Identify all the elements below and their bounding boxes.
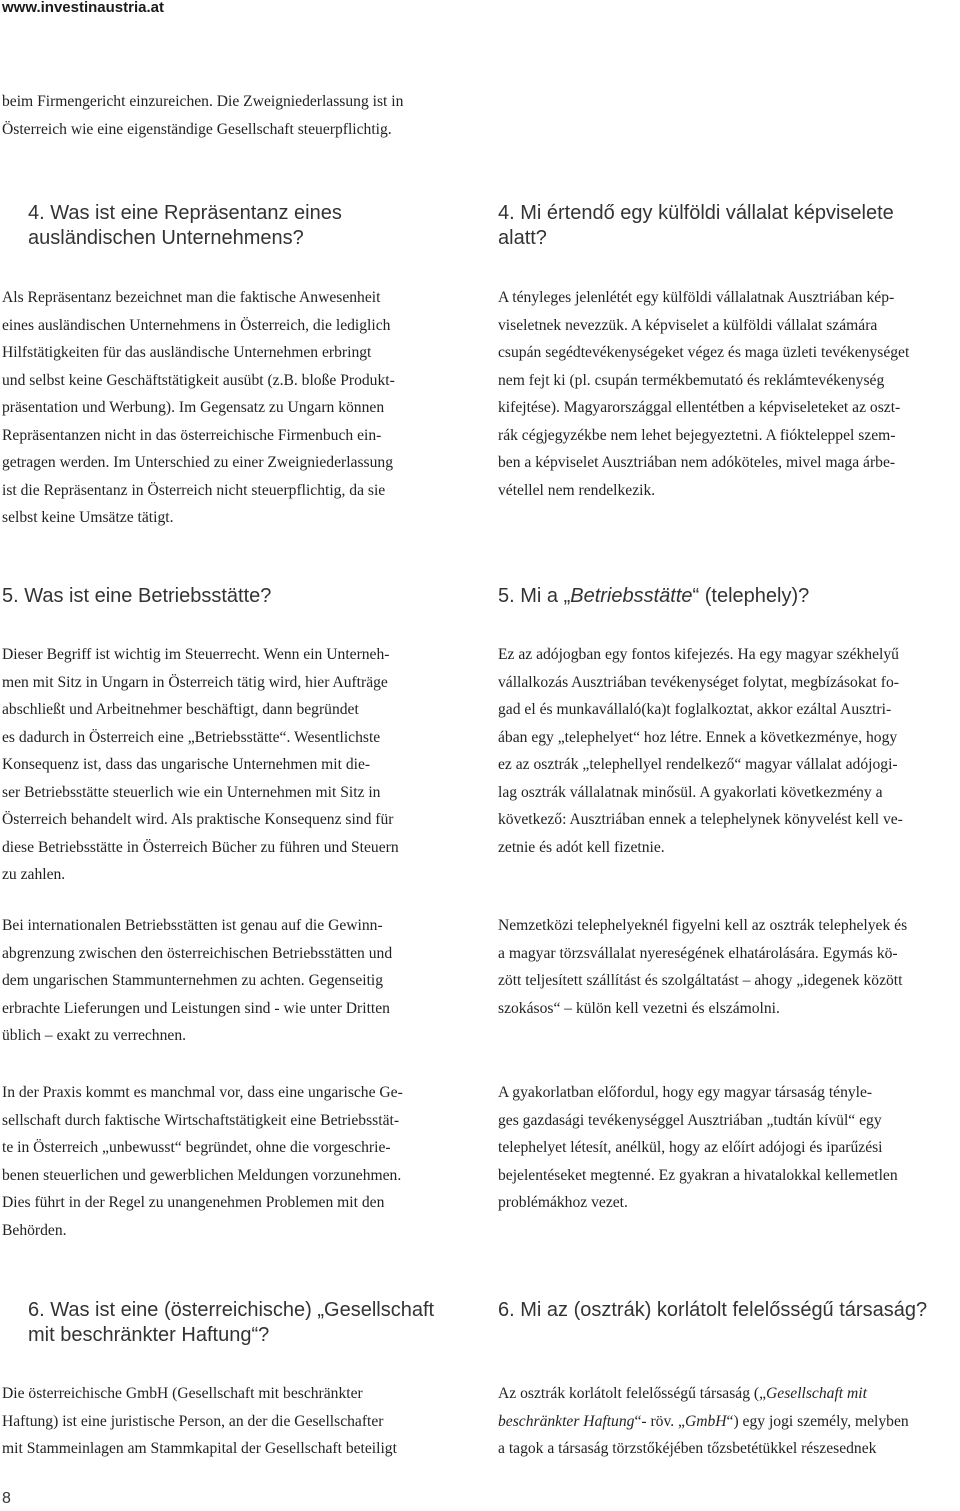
text-line: Behörden. [2,1221,67,1239]
text-run: Az osztrák korlátolt felelősségű társaság („ [498,1385,767,1402]
right-heading-5-suffix: “ (telephely)? [692,585,810,607]
right-paragraph-5a [498,641,903,861]
text-line: ser Betriebsstätte steuerlich wie ein Unternehmen mit Sitz in [2,783,381,801]
text-line: sellschaft durch faktische Wirtschaftstätigkeit eine Betriebsstät- [2,1111,400,1129]
text-line: selbst keine Umsätze tätigt. [2,509,174,526]
text-line: 6. Mi az (osztrák) korlátolt felelősségű társaság? [498,1299,928,1321]
text-line: dem ungarischen Stammunternehmen zu achten. Gegenseitig [2,972,384,989]
left-paragraph-4 [2,284,395,532]
text-line: rák cégjegyzékbe nem lehet bejegyeztetni. A fiókteleppel szem- [498,426,896,444]
text-line: präsentation und Werbung). Im Gegensatz zu Ungarn können [2,399,385,416]
text-line: lag osztrák vállalatnak minősül. A gyakorlati következmény a [498,783,883,801]
left-paragraph-5a [2,641,399,889]
right-paragraph-5b [498,912,907,1022]
text-line: bejelentéseket megtenné. Ez gyakran a hivatalokkal kellemetlen [498,1166,898,1184]
right-heading-5-term: Betriebsstätte [570,585,693,607]
text-line: Die österreichische GmbH (Gesellschaft mit beschränkter [2,1385,363,1402]
text-line: vétellel nem rendelkezik. [498,481,656,499]
text-line: ausländischen Unternehmens? [28,227,304,249]
text-line: ist die Repräsentanz in Österreich nicht steuerpflichtig, da sie [2,481,386,499]
text-line: 4. Mi értendő egy külföldi vállalat képviselete [498,202,894,224]
left-paragraph-5c [2,1079,403,1244]
text-line: a magyar törzsvállalat nyereségének elhatárolására. Egymás kö- [498,944,898,962]
right-heading-5 [498,584,809,609]
text-line: abschließt und Arbeitnehmer beschäftigt, dann begründet [2,701,359,718]
italic-term: GmbH [684,1412,727,1430]
text-line: viseletnek nevezzük. A képviselet a külföldi vállalat számára [498,316,878,334]
right-paragraph-6-line-3: a tagok a társaság törzstőkéjében tőzsbetétükkel részesednek [498,1440,877,1457]
text-line: Österreich wie eine eigenständige Gesellschaft steuerpflichtig. [2,120,392,138]
text-line: zött teljesített szállítást és szolgáltatást – ahogy „idegenek között [498,972,903,989]
text-line: zetnie és adót kell fizetnie. [498,838,665,856]
text-line: abgrenzung zwischen den österreichischen Betriebsstätten und [2,944,393,962]
text-line: Bei internationalen Betriebsstätten ist genau auf die Gewinn- [2,917,383,934]
text-line: eines ausländischen Unternehmens in Österreich, die lediglich [2,316,391,334]
text-line: A tényleges jelenlétét egy külföldi vállalatnak Ausztriában kép- [498,289,895,306]
italic-term: beschränkter Haftung [498,1412,635,1430]
text-line: ában egy „telephelyet“ hoz létre. Ennek a következménye, hogy [498,728,898,746]
text-line: ez az osztrák „telephellyel rendelkező“ magyar vállalat adójogi- [498,756,898,773]
text-line: te in Österreich „unbewusst“ begründet, ohne die vorgeschrie- [2,1139,391,1156]
text-line: Nemzetközi telephelyeknél figyelni kell az osztrák telephelyek és [498,917,908,934]
text-line: Haftung) ist eine juristische Person, an der die Gesellschafter [2,1412,384,1430]
text-line: erbrachte Lieferungen und Leistungen sind - wie unter Dritten [2,999,390,1017]
text-line: ges gazdasági tevékenységgel Ausztriában „tudtán kívül“ egy [498,1111,882,1129]
text-line: alatt? [498,227,547,249]
text-line: es dadurch in Österreich eine „Betriebsstätte“. Wesentlichste [2,728,381,746]
text-line: Österreich behandelt wird. Als praktische Konsequenz sind für [2,811,394,828]
text-line: szokásos“ – külön kell vezetni és elszámolni. [498,999,780,1017]
text-line: diese Betriebsstätte in Österreich Bücher zu führen und Steuern [2,838,399,856]
right-paragraph-5c [498,1079,898,1217]
text-line: 5. Was ist eine Betriebsstätte? [2,585,272,607]
text-line: In der Praxis kommt es manchmal vor, dass eine ungarische Ge- [2,1084,403,1101]
text-line: kifejtése). Magyarországgal ellentétben a képviseleteket az oszt- [498,399,901,416]
right-paragraph-6-line-1 [498,1380,909,1408]
left-heading-6 [28,1298,434,1348]
left-paragraph-6 [2,1380,397,1463]
left-heading-4 [28,201,342,251]
text-line: problémákhoz vezet. [498,1194,628,1211]
text-line: telephelyet létesít, anélkül, hogy az előírt adójogi és iparűzési [498,1139,883,1156]
text-line: vállalkozás Ausztriában tevékenységet folytat, megbízásokat fo- [498,673,899,691]
right-heading-4 [498,201,894,251]
text-run: “) egy jogi személy, melyben [726,1412,909,1430]
text-line: und selbst keine Geschäftstätigkeit ausübt (z.B. bloße Produkt- [2,371,395,389]
page-number: 8 [2,1490,11,1507]
text-line: Repräsentanzen nicht in das österreichische Firmenbuch ein- [2,426,382,444]
text-line: csupán segédtevékenységeket végez és maga üzleti tevékenységet [498,344,910,361]
text-line: üblich – exakt zu verrechnen. [2,1027,187,1044]
text-line: ben a képviselet Ausztriában nem adóköteles, mivel maga árbe- [498,454,896,471]
text-line: benen steuerlichen und gewerblichen Meldungen vorzunehmen. [2,1166,402,1184]
right-paragraph-6 [498,1380,909,1463]
site-url[interactable]: www.investinaustria.at [2,0,164,16]
italic-term: Gesellschaft mit [766,1385,867,1402]
text-line: getragen werden. Im Unterschied zu einer Zweigniederlassung [2,454,393,471]
left-intro-paragraph [2,88,403,143]
text-line: zu zahlen. [2,866,66,883]
text-line: mit beschränkter Haftung“? [28,1324,270,1346]
text-line: men mit Sitz in Ungarn in Österreich tätig wird, hier Aufträge [2,673,388,691]
text-line: 6. Was ist eine (österreichische) „Gesellschaft [28,1299,435,1321]
text-line: A gyakorlatban előfordul, hogy egy magyar társaság tényle- [498,1084,873,1101]
text-line: Hilfstätigkeiten für das ausländische Unternehmen erbringt [2,344,372,361]
text-line: 4. Was ist eine Repräsentanz eines [28,202,342,224]
left-paragraph-5b [2,912,392,1050]
text-line: Als Repräsentanz bezeichnet man die faktische Anwesenheit [2,289,381,306]
text-line: nem fejt ki (pl. csupán termékbemutató és reklámtevékenység [498,371,885,389]
text-line: Dieser Begriff ist wichtig im Steuerrecht. Wenn ein Unterneh- [2,646,390,663]
text-line: beim Firmengericht einzureichen. Die Zweigniederlassung ist in [2,93,404,110]
right-paragraph-4 [498,284,909,504]
text-line: Ez az adójogban egy fontos kifejezés. Ha egy magyar székhelyű [498,646,899,663]
left-heading-5 [2,584,271,609]
right-paragraph-6-line-2 [498,1408,909,1436]
text-line: Dies führt in der Regel zu unangenehmen Problemen mit den [2,1194,385,1211]
text-run: “- röv. „ [634,1412,685,1430]
text-line: mit Stammeinlagen am Stammkapital der Gesellschaft beteiligt [2,1440,397,1457]
text-line: gad el és munkavállaló(ka)t foglalkoztat, akkor ezáltal Ausztri- [498,701,892,718]
text-line: Konsequenz ist, dass das ungarische Unternehmen mit die- [2,756,371,773]
right-heading-5-prefix: 5. Mi a „ [498,585,571,607]
text-line: következő: Ausztriában ennek a telephelynek könyvelést kell ve- [498,811,903,828]
right-heading-6 [498,1298,927,1323]
